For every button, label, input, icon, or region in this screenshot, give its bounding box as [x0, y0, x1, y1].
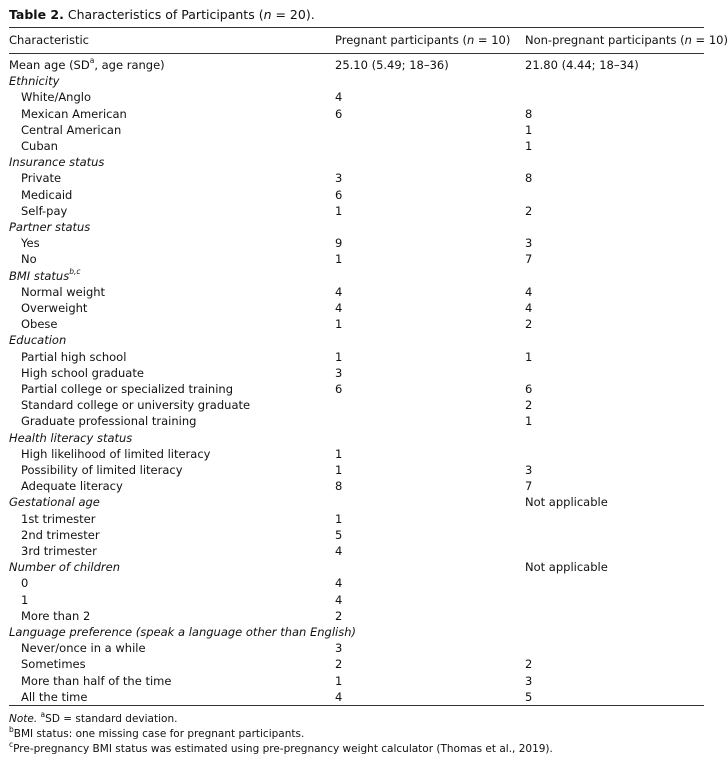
row-label-text: Obese — [21, 317, 58, 332]
row-label-text: Yes — [21, 236, 40, 251]
cell-nonpregnant: 4 — [525, 301, 533, 315]
row-label-text: Mean age (SD — [9, 58, 90, 72]
row-label — [21, 657, 86, 671]
row-label-text: Graduate professional training — [21, 414, 197, 429]
note-b-sup: b — [9, 724, 14, 734]
cell-pregnant: 1 — [335, 317, 343, 332]
row-label — [21, 90, 91, 104]
row-label-text: Adequate literacy — [21, 479, 123, 494]
row-label — [21, 641, 146, 655]
cell-pregnant: 4 — [335, 576, 343, 591]
cell-pregnant: 4 — [335, 689, 343, 704]
row-label — [21, 123, 121, 137]
row-label-text: Mexican American — [21, 106, 127, 121]
table-row — [0, 139, 713, 155]
cell-nonpregnant: 21.80 (4.44; 18–34) — [525, 58, 639, 72]
table-row — [0, 657, 713, 673]
row-label — [9, 220, 90, 234]
row-label-text: Central American — [21, 122, 122, 137]
row-label — [9, 625, 356, 639]
table-row — [0, 593, 713, 609]
row-label-text: 2nd trimester — [21, 527, 100, 542]
row-label-text: 3rd trimester — [21, 544, 97, 558]
row-label — [21, 285, 105, 299]
row-label — [21, 479, 123, 493]
cell-nonpregnant: 3 — [525, 673, 533, 688]
table-row — [0, 123, 713, 139]
table-title-tail: = 20). — [271, 7, 315, 22]
row-label — [9, 266, 81, 283]
row-label — [9, 155, 104, 169]
table-row — [0, 512, 713, 528]
table-row — [0, 576, 713, 592]
row-label — [21, 252, 37, 266]
row-label-text: Possibility of limited literacy — [21, 463, 183, 477]
cell-pregnant: 4 — [335, 90, 343, 105]
cell-pregnant: 3 — [335, 171, 343, 186]
cell-pregnant: 5 — [335, 527, 343, 542]
cell-pregnant: 1 — [335, 252, 343, 267]
row-label — [9, 560, 120, 574]
row-label — [21, 139, 58, 153]
row-label-text: Partial high school — [21, 349, 127, 364]
cell-nonpregnant: Not applicable — [525, 495, 608, 510]
table-section-row — [0, 74, 713, 90]
cell-pregnant: 1 — [335, 349, 343, 364]
row-label — [21, 301, 87, 315]
row-label — [21, 171, 61, 185]
note-label: Note. — [9, 713, 38, 725]
header-pregnant — [335, 33, 510, 47]
table-row — [0, 204, 713, 220]
row-label — [21, 236, 40, 250]
row-label-text: Sometimes — [21, 657, 86, 672]
bottom-rule — [9, 705, 704, 706]
table-row — [0, 447, 713, 463]
table-row — [0, 690, 713, 706]
row-label-text: More than half of the time — [21, 673, 172, 688]
row-label-text: Medicaid — [21, 187, 73, 202]
cell-pregnant: 6 — [335, 382, 343, 396]
row-label-text: 1st trimester — [21, 511, 96, 526]
row-label — [21, 447, 210, 461]
table-section-row — [0, 495, 713, 511]
cell-nonpregnant: 4 — [525, 284, 533, 299]
row-label — [21, 674, 171, 688]
note-c-text: Pre-pregnancy BMI status was estimated using pre-pregnancy weight calculator (Thomas et al., 2019). — [13, 743, 553, 755]
row-label-text: Cuban — [21, 139, 58, 153]
cell-pregnant: 6 — [335, 106, 343, 121]
table-row — [0, 382, 713, 398]
header-pregnant-suffix: = 10) — [474, 33, 511, 47]
row-label — [21, 609, 90, 623]
row-label — [21, 414, 196, 428]
row-label-text: BMI status — [9, 268, 70, 283]
row-label-text: 1 — [21, 592, 29, 607]
row-label — [21, 204, 67, 218]
cell-pregnant: 25.10 (5.49; 18–36) — [335, 58, 449, 72]
cell-pregnant: 3 — [335, 365, 343, 380]
row-label-text: Gestational age — [9, 495, 100, 510]
row-label — [9, 333, 66, 347]
top-rule — [9, 27, 704, 28]
table-section-row — [0, 625, 713, 641]
row-label — [21, 107, 127, 121]
table-row — [0, 398, 713, 414]
row-label-sup: a — [89, 56, 95, 66]
table-title-n: n — [263, 7, 272, 22]
row-label-sup: b,c — [69, 266, 81, 276]
row-label-text: No — [21, 252, 37, 267]
cell-pregnant: 2 — [335, 608, 343, 623]
table-row — [0, 609, 713, 625]
row-label-text: Ethnicity — [9, 74, 60, 89]
header-pregnant-n: n — [466, 33, 475, 47]
cell-nonpregnant: 6 — [525, 382, 533, 396]
table-row — [0, 236, 713, 252]
row-label — [21, 690, 87, 704]
row-label — [21, 398, 250, 412]
cell-nonpregnant: 5 — [525, 689, 533, 704]
row-label — [9, 74, 59, 88]
row-label — [21, 350, 126, 364]
row-label-text: Normal weight — [21, 284, 106, 299]
cell-pregnant: 4 — [335, 592, 343, 607]
row-label-text: Language preference (speak a language other than English) — [9, 625, 356, 639]
row-label — [21, 366, 144, 380]
cell-pregnant: 4 — [335, 284, 343, 299]
cell-pregnant: 9 — [335, 236, 343, 251]
cell-pregnant: 1 — [335, 463, 343, 477]
header-pregnant-prefix: Pregnant participants ( — [335, 33, 467, 47]
cell-pregnant: 8 — [335, 479, 343, 494]
cell-nonpregnant: 3 — [525, 236, 533, 251]
row-label-text: Partial college or specialized training — [21, 382, 234, 396]
table-row — [0, 641, 713, 657]
table-row — [0, 285, 713, 301]
note-a-sup: a — [40, 709, 46, 719]
row-label-tail: , age range) — [94, 58, 165, 72]
row-label-text: High likelihood of limited literacy — [21, 446, 211, 461]
table-section-row — [0, 220, 713, 236]
note-b-text: BMI status: one missing case for pregnant participants. — [13, 728, 305, 740]
row-label — [21, 528, 100, 542]
table-row — [0, 414, 713, 430]
table-row — [0, 188, 713, 204]
cell-pregnant: 1 — [335, 511, 343, 526]
table-row — [0, 317, 713, 333]
row-label — [9, 495, 100, 509]
row-label — [21, 593, 28, 607]
row-label — [21, 463, 183, 477]
table-row — [0, 674, 713, 690]
note-c — [9, 739, 553, 757]
row-label — [21, 576, 28, 590]
cell-nonpregnant: 3 — [525, 463, 533, 477]
table-notes — [9, 709, 553, 757]
row-label-text: Partner status — [9, 220, 91, 234]
row-label-text: Standard college or university graduate — [21, 398, 251, 413]
table-title-text: Characteristics of Participants ( — [67, 7, 264, 22]
row-label-text: 0 — [21, 576, 29, 591]
table-section-row — [0, 333, 713, 349]
row-label-text: Health literacy status — [9, 430, 133, 445]
row-label-text: Private — [21, 171, 62, 186]
cell-nonpregnant: 7 — [525, 252, 533, 267]
row-label-text: Insurance status — [9, 155, 105, 170]
cell-pregnant: 4 — [335, 301, 343, 315]
row-label — [21, 544, 97, 558]
table-row — [0, 90, 713, 106]
table-row — [0, 366, 713, 382]
header-nonpregnant-prefix: Non-pregnant participants ( — [525, 33, 685, 47]
header-rule — [9, 53, 704, 54]
header-nonpregnant-n: n — [684, 33, 692, 47]
note-a — [9, 709, 553, 727]
row-label — [21, 188, 72, 202]
note-a-text: SD = standard deviation. — [45, 713, 178, 725]
cell-pregnant: 2 — [335, 657, 343, 672]
table-section-row — [0, 560, 713, 576]
table-section-row — [0, 266, 713, 285]
table-title-label: Table 2. — [9, 7, 64, 22]
table-row — [0, 350, 713, 366]
table-section-row — [0, 155, 713, 171]
cell-pregnant: 3 — [335, 641, 343, 656]
row-label — [21, 512, 96, 526]
cell-pregnant: 1 — [335, 446, 343, 461]
note-b — [9, 724, 553, 742]
table-row — [0, 301, 713, 317]
cell-pregnant: 1 — [335, 203, 343, 218]
row-label-text: High school graduate — [21, 365, 144, 380]
table-row — [0, 58, 713, 74]
row-label-text: White/Anglo — [21, 90, 91, 105]
cell-pregnant: 6 — [335, 187, 343, 202]
header-characteristic: Characteristic — [9, 33, 89, 47]
table-title — [9, 7, 315, 22]
cell-nonpregnant: 7 — [525, 479, 533, 494]
cell-nonpregnant: 1 — [525, 349, 533, 364]
row-label-text: Number of children — [9, 560, 120, 575]
cell-nonpregnant: 2 — [525, 398, 533, 413]
header-nonpregnant — [525, 33, 728, 47]
row-label — [21, 382, 233, 396]
cell-pregnant: 4 — [335, 544, 343, 558]
cell-nonpregnant: 8 — [525, 171, 533, 186]
cell-pregnant: 1 — [335, 673, 343, 688]
table-section-row — [0, 431, 713, 447]
row-label-text: Education — [9, 333, 67, 348]
table-row — [0, 463, 713, 479]
table-row — [0, 252, 713, 268]
cell-nonpregnant: 8 — [525, 106, 533, 121]
row-label — [9, 431, 132, 445]
header-nonpregnant-suffix: = 10) — [691, 33, 728, 47]
table-row — [0, 171, 713, 187]
row-label-text: Never/once in a while — [21, 641, 146, 656]
cell-nonpregnant: 1 — [525, 139, 533, 153]
cell-nonpregnant: 1 — [525, 122, 533, 137]
cell-nonpregnant: 1 — [525, 414, 533, 429]
cell-nonpregnant: 2 — [525, 657, 533, 672]
cell-nonpregnant: 2 — [525, 203, 533, 218]
cell-nonpregnant: 2 — [525, 317, 533, 332]
row-label-text: All the time — [21, 689, 88, 704]
row-label-text: More than 2 — [21, 608, 91, 623]
row-label-text: Self-pay — [21, 203, 68, 218]
cell-nonpregnant: Not applicable — [525, 560, 608, 575]
table-row — [0, 479, 713, 495]
table-row — [0, 107, 713, 123]
table-row — [0, 544, 713, 560]
row-label-text: Overweight — [21, 301, 88, 315]
note-c-sup: c — [9, 739, 14, 749]
table-row — [0, 528, 713, 544]
row-label — [9, 58, 165, 72]
row-label — [21, 317, 58, 331]
